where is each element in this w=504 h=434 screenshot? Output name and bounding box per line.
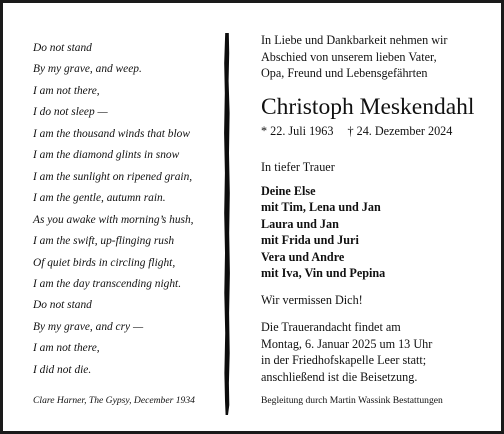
poem-line: I am the thousand winds that blow — [33, 127, 190, 140]
intro-line: In Liebe und Dankbarkeit nehmen wir — [261, 33, 448, 47]
poem-line: I am not there, — [33, 84, 100, 97]
service-line: Montag, 6. Januar 2025 um 13 Uhr — [261, 336, 433, 351]
poem-line: As you awake with morning’s hush, — [33, 213, 194, 226]
undertaker-credit: Begleitung durch Martin Wassink Bestattungen — [261, 395, 443, 406]
service-line: in der Friedhofskapelle Leer statt; — [261, 353, 427, 367]
poem-line: I am the swift, up-flinging rush — [33, 235, 175, 248]
death-date: † 24. Dezember 2024 — [347, 123, 453, 138]
service-line: Die Trauerandacht findet am — [261, 320, 401, 334]
poem-line: I am the day transcending night. — [33, 277, 182, 290]
intro-line: Abschied von unserem lieben Vater, — [261, 49, 437, 64]
life-dates — [261, 123, 496, 140]
deceased-name: Christoph Meskendahl — [261, 93, 475, 120]
intro-line: Opa, Freund und Lebensgefährten — [261, 66, 428, 80]
family-member: Vera und Andre — [261, 249, 345, 264]
mourning-line: In tiefer Trauer — [261, 160, 335, 174]
brush-stroke-divider — [222, 33, 232, 415]
missed-line: Wir vermissen Dich! — [261, 292, 363, 307]
service-info — [261, 319, 496, 385]
poem-line: Do not stand — [33, 42, 92, 54]
poem-line: By my grave, and cry — — [33, 320, 144, 333]
family-member: mit Tim, Lena und Jan — [261, 200, 381, 214]
poem-line: I did not die. — [33, 363, 92, 376]
poem-line: By my grave, and weep. — [33, 63, 142, 76]
family-list — [261, 183, 496, 282]
birth-date: * 22. Juli 1963 — [261, 123, 334, 138]
poem-line: Of quiet birds in circling flight, — [33, 256, 176, 269]
poem-line: I am not there, — [33, 342, 100, 355]
family-member: Laura und Jan — [261, 216, 339, 231]
poem-line: I am the gentle, autumn rain. — [33, 192, 166, 205]
poem — [33, 38, 223, 381]
poem-line: I am the diamond glints in snow — [33, 149, 180, 162]
poem-line: I do not sleep — — [33, 106, 108, 119]
intro-text — [261, 32, 496, 82]
poem-line: I am the sunlight on ripened grain, — [33, 170, 193, 183]
family-member: mit Iva, Vin und Pepina — [261, 266, 386, 280]
family-member: Deine Else — [261, 183, 316, 198]
poem-credit: Clare Harner, The Gypsy, December 1934 — [33, 395, 195, 406]
family-member: mit Frida und Juri — [261, 233, 359, 247]
poem-line: Do not stand — [33, 299, 92, 312]
notice-text — [261, 32, 496, 385]
service-line: anschließend ist die Beisetzung. — [261, 369, 418, 384]
